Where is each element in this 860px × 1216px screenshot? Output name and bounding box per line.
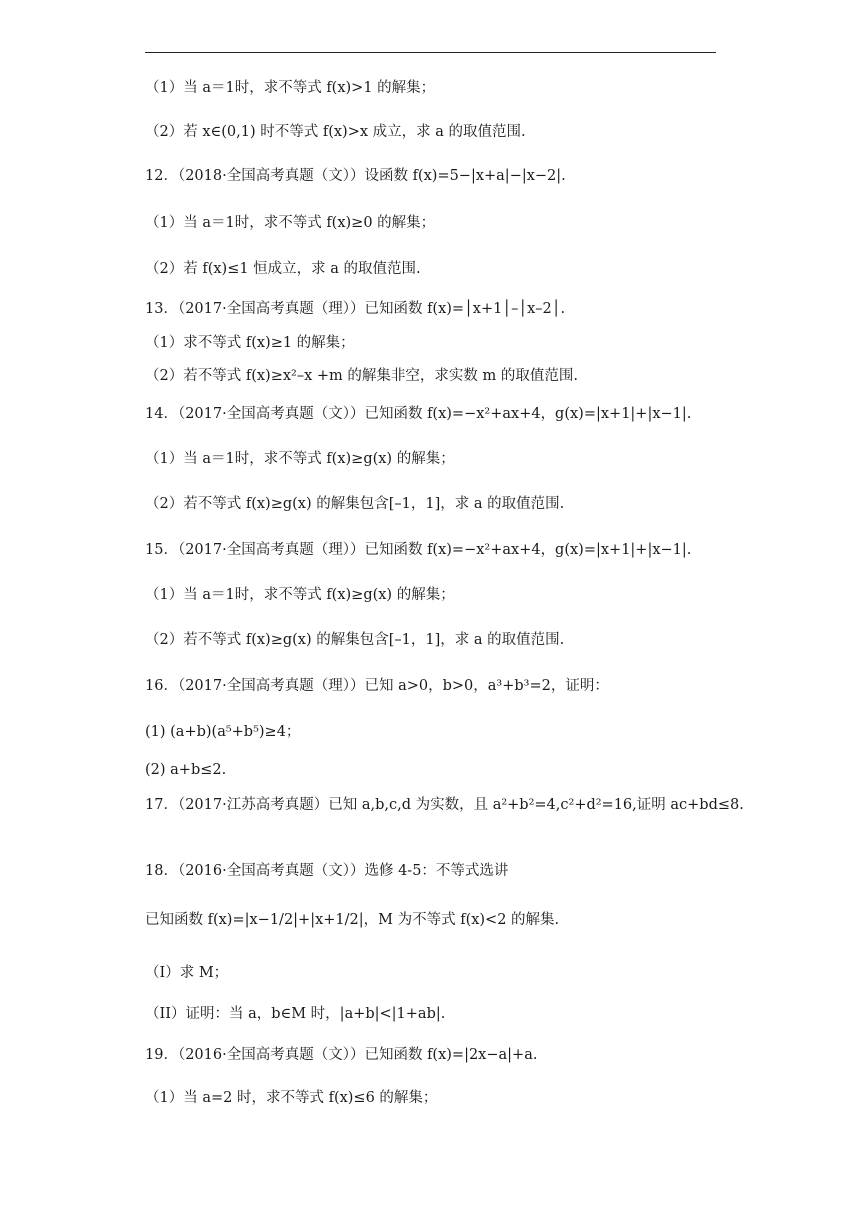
q18-stem: 18．（2016·全国高考真题（文））选修 4-5：不等式选讲 — [145, 863, 509, 879]
q18-part2: （II）证明：当 a，b∈M 时，|a+b|<|1+ab|. — [145, 1006, 446, 1022]
q13-stem: 13．（2017·全国高考真题（理））已知函数 f(x)=│x+1│–│x–2│. — [145, 301, 566, 317]
q16-part2: (2) a+b≤2. — [145, 762, 227, 778]
q12-part1: （1）当 a＝1时，求不等式 f(x)≥0 的解集； — [145, 215, 436, 231]
q18-given: 已知函数 f(x)=|x−1/2|+|x+1/2|，M 为不等式 f(x)<2 的解集. — [145, 912, 560, 928]
q12-stem: 12．（2018·全国高考真题（文））设函数 f(x)=5−|x+a|−|x−2|. — [145, 168, 566, 184]
q13-part1: （1）求不等式 f(x)≥1 的解集； — [145, 335, 355, 351]
q14-part1: （1）当 a＝1时，求不等式 f(x)≥g(x) 的解集； — [145, 451, 455, 467]
q12-part2: （2）若 f(x)≤1 恒成立，求 a 的取值范围. — [145, 261, 421, 277]
q11-part2: （2）若 x∈(0,1) 时不等式 f(x)>x 成立，求 a 的取值范围. — [145, 124, 526, 140]
q16-part1: (1) (a+b)(a⁵+b⁵)≥4； — [145, 724, 301, 740]
q11-part1: （1）当 a＝1时，求不等式 f(x)>1 的解集； — [145, 80, 436, 96]
q15-stem: 15．（2017·全国高考真题（理））已知函数 f(x)=−x²+ax+4，g(x)=|x+1|+|x−1|. — [145, 542, 692, 558]
q19-part1: （1）当 a=2 时，求不等式 f(x)≤6 的解集； — [145, 1090, 438, 1106]
header-rule — [145, 52, 716, 53]
q18-part1: （I）求 M； — [145, 965, 229, 981]
q15-part1: （1）当 a＝1时，求不等式 f(x)≥g(x) 的解集； — [145, 587, 455, 603]
q15-part2: （2）若不等式 f(x)≥g(x) 的解集包含[–1，1]，求 a 的取值范围. — [145, 632, 565, 648]
q14-part2: （2）若不等式 f(x)≥g(x) 的解集包含[–1，1]，求 a 的取值范围. — [145, 496, 565, 512]
q16-stem: 16．（2017·全国高考真题（理））已知 a>0，b>0，a³+b³=2，证明： — [145, 678, 609, 694]
q14-stem: 14．（2017·全国高考真题（文））已知函数 f(x)=−x²+ax+4，g(x)=|x+1|+|x−1|. — [145, 406, 692, 422]
q19-stem: 19．（2016·全国高考真题（文））已知函数 f(x)=|2x−a|+a. — [145, 1047, 538, 1063]
q13-part2: （2）若不等式 f(x)≥x²–x +m 的解集非空，求实数 m 的取值范围. — [145, 368, 578, 384]
q17-stem: 17．（2017·江苏高考真题）已知 a,b,c,d 为实数，且 a²+b²=4,c²+d²=16,证明 ac+bd≤8. — [145, 797, 744, 813]
